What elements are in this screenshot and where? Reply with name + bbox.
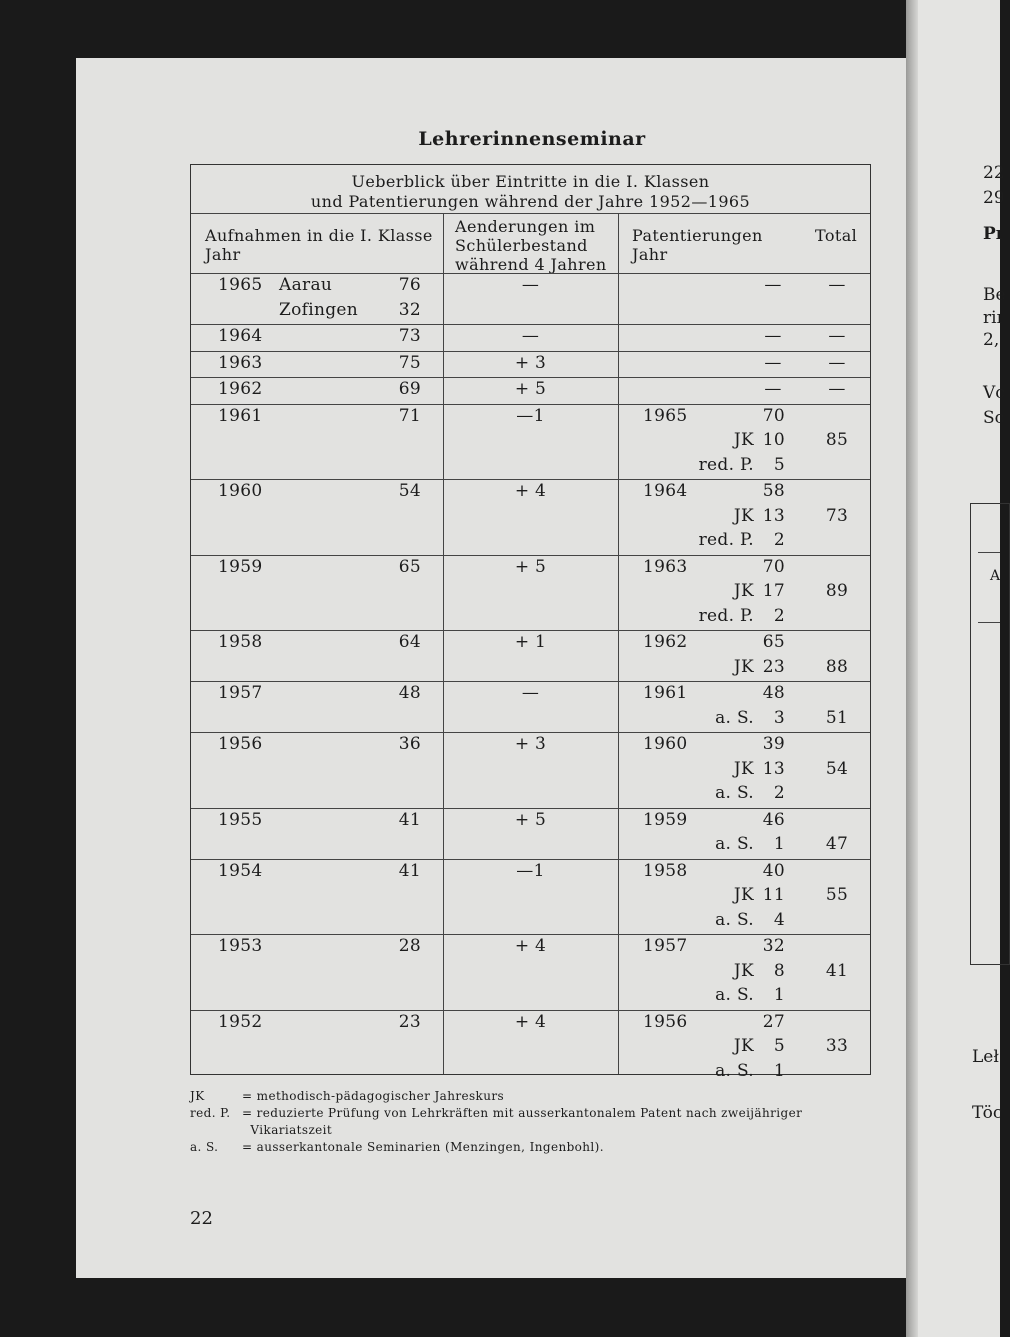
row-patent-value: 10 (762, 430, 785, 450)
header-changes (455, 217, 607, 274)
row-patent-value: 39 (762, 734, 785, 754)
row-patent-value: 17 (762, 581, 785, 601)
row-admissions: 54 (398, 481, 421, 501)
row-admissions: 36 (398, 734, 421, 754)
row-total: 47 (825, 834, 849, 854)
row-patent-value: 70 (762, 556, 785, 577)
row-patent-value: 65 (762, 632, 785, 652)
row-place: Zofingen (279, 299, 359, 320)
legend-key: a. S. (190, 1140, 219, 1154)
row-patent-value: 13 (762, 758, 785, 779)
row-change: + 4 (514, 936, 547, 956)
legend-text: Vikariatszeit (242, 1123, 333, 1137)
row-admissions: 75 (398, 352, 421, 373)
row-admissions: 65 (398, 556, 421, 577)
row-total: 33 (825, 1036, 849, 1056)
page-title: Lehrerinnenseminar (418, 128, 646, 150)
header-changes-line-3: während 4 Jahren (455, 255, 607, 274)
table-caption (191, 172, 870, 212)
row-patent-value: 70 (762, 405, 785, 426)
header-changes-line-1: Aenderungen im (455, 217, 596, 236)
row-total: 51 (825, 707, 849, 728)
legend-entry (190, 1088, 802, 1105)
row-total: 85 (825, 430, 849, 450)
row-total: — (828, 326, 846, 346)
row-patent-value: 3 (773, 707, 785, 728)
table-row (191, 934, 870, 1010)
row-year: 1964 (218, 326, 263, 346)
right-page-fragment: Leł (972, 1047, 999, 1067)
row-change: — (521, 683, 540, 703)
row-patent-value: 8 (773, 960, 785, 981)
row-patent-dash: — (764, 275, 782, 295)
row-patent-label: a. S. (715, 909, 754, 930)
row-patent-value: 1 (773, 1060, 785, 1081)
row-admissions: 41 (398, 809, 421, 830)
row-patent-value: 48 (762, 683, 785, 703)
right-page-fragment: riı (983, 308, 1003, 328)
row-total: 54 (825, 758, 849, 779)
row-year: 1956 (218, 734, 263, 754)
legend-entry (190, 1105, 802, 1122)
table-row (191, 859, 870, 935)
row-change: — (521, 275, 540, 295)
row-place: Aarau (279, 275, 333, 295)
table-row (191, 273, 870, 324)
legend-entry (190, 1139, 802, 1156)
row-year: 1960 (218, 481, 263, 501)
row-change: + 3 (514, 352, 547, 373)
row-patent-label: JK (733, 505, 754, 526)
row-total: — (828, 379, 846, 399)
row-admissions: 23 (398, 1011, 421, 1032)
right-page-fragment: Vc (983, 383, 1005, 403)
row-patent-label: a. S. (715, 707, 754, 728)
row-total: — (828, 352, 846, 373)
table-row (191, 351, 870, 378)
table-row (191, 681, 870, 732)
row-admissions: 32 (398, 299, 421, 320)
row-year: 1957 (218, 683, 263, 703)
row-patent-value: 27 (762, 1011, 785, 1032)
row-total: 55 (825, 885, 849, 905)
row-patent-year: 1963 (643, 556, 688, 577)
row-patent-label: JK (733, 758, 754, 779)
table-row (191, 324, 870, 351)
row-year: 1959 (218, 556, 263, 577)
row-patent-label: JK (733, 1036, 754, 1056)
right-page-table-line (978, 552, 1000, 553)
caption-line-2: und Patentierungen während der Jahre 1952—1965 (310, 192, 751, 211)
row-year: 1958 (218, 632, 263, 652)
table-row (191, 1010, 870, 1081)
legend-entry (190, 1122, 802, 1139)
row-year: 1953 (218, 936, 263, 956)
legend-key: red. P. (190, 1106, 231, 1120)
header-admissions (205, 226, 433, 264)
legend (190, 1088, 802, 1156)
right-page-fragment: Pı (983, 224, 1003, 244)
row-patent-label: a. S. (715, 783, 754, 803)
row-patent-label: JK (733, 960, 754, 981)
right-page-fragment: 29 (983, 188, 1005, 208)
right-page-fragment: A (990, 568, 1001, 584)
row-admissions: 69 (398, 379, 421, 399)
table-row (191, 808, 870, 859)
right-page-fragment: 22 (983, 163, 1005, 183)
row-change: + 3 (514, 734, 547, 754)
table-row (191, 630, 870, 681)
row-change: + 4 (514, 1011, 547, 1032)
row-patent-value: 13 (762, 505, 785, 526)
row-admissions: 71 (398, 405, 421, 426)
row-admissions: 64 (398, 632, 421, 652)
row-year: 1952 (218, 1011, 263, 1032)
row-patent-value: 40 (762, 860, 785, 881)
table-row (191, 404, 870, 480)
row-patent-value: 2 (773, 605, 785, 626)
row-year: 1962 (218, 379, 263, 399)
caption-divider (191, 213, 870, 214)
row-change: — (521, 326, 540, 346)
row-patent-year: 1958 (643, 860, 688, 881)
row-patent-value: 58 (762, 481, 785, 501)
row-patent-year: 1957 (643, 936, 688, 956)
row-patent-label: JK (733, 656, 754, 677)
row-patent-label: red. P. (698, 530, 754, 550)
row-patent-label: JK (733, 430, 754, 450)
header-admissions-line-1: Aufnahmen in die I. Klasse (205, 226, 433, 245)
row-patent-dash: — (764, 352, 782, 373)
row-patent-value: 5 (773, 454, 785, 475)
row-patent-value: 1 (773, 834, 785, 854)
header-patents-line-1: Patentierungen (632, 226, 763, 245)
row-total: 89 (825, 581, 849, 601)
row-change: —1 (516, 860, 545, 881)
row-year: 1965 (218, 275, 263, 295)
row-patent-year: 1959 (643, 809, 688, 830)
row-patent-value: 2 (773, 783, 785, 803)
row-change: + 5 (514, 556, 547, 577)
table-row (191, 555, 870, 631)
row-patent-label: red. P. (698, 454, 754, 475)
row-patent-year: 1962 (643, 632, 688, 652)
row-patent-value: 1 (773, 985, 785, 1005)
row-year: 1963 (218, 352, 263, 373)
row-total: 73 (825, 505, 849, 526)
header-changes-line-2: Schülerbestand (455, 236, 588, 255)
table-row (191, 479, 870, 555)
header-total: Total (815, 226, 858, 245)
row-patent-label: JK (733, 885, 754, 905)
row-patent-value: 32 (762, 936, 785, 956)
row-patent-year: 1965 (643, 405, 688, 426)
row-change: + 4 (514, 481, 547, 501)
row-change: —1 (516, 405, 545, 426)
legend-text: = ausserkantonale Seminarien (Menzingen, Ingenbohl). (242, 1140, 604, 1154)
row-total: — (828, 275, 846, 295)
row-patent-label: red. P. (698, 605, 754, 626)
row-patent-value: 5 (773, 1036, 785, 1056)
row-patent-year: 1964 (643, 481, 688, 501)
page-number: 22 (190, 1208, 213, 1229)
right-page-fragment: Sc (983, 408, 1005, 428)
right-page-fragment: Be (983, 285, 1006, 305)
row-patent-dash: — (764, 326, 782, 346)
row-patent-value: 4 (773, 909, 785, 930)
row-patent-year: 1961 (643, 683, 688, 703)
row-patent-label: JK (733, 581, 754, 601)
row-admissions: 48 (398, 683, 421, 703)
row-change: + 5 (514, 379, 547, 399)
header-patents-line-2: Jahr (632, 245, 668, 264)
row-year: 1955 (218, 809, 263, 830)
table-row (191, 377, 870, 404)
row-year: 1954 (218, 860, 263, 881)
row-patent-label: a. S. (715, 985, 754, 1005)
row-patent-value: 2 (773, 530, 785, 550)
row-patent-year: 1960 (643, 734, 688, 754)
row-patent-label: a. S. (715, 834, 754, 854)
row-change: + 5 (514, 809, 547, 830)
row-patent-value: 11 (762, 885, 785, 905)
row-patent-value: 23 (762, 656, 785, 677)
row-admissions: 28 (398, 936, 421, 956)
row-patent-label: a. S. (715, 1060, 754, 1081)
table-row (191, 732, 870, 808)
caption-line-1: Ueberblick über Eintritte in die I. Klassen (351, 172, 710, 191)
right-page-fragment: Töc (972, 1103, 1003, 1123)
row-admissions: 76 (398, 275, 421, 295)
right-page-table-line (978, 622, 1000, 623)
header-patents (632, 226, 763, 264)
right-page-fragment: 2, (983, 330, 1000, 350)
row-admissions: 73 (398, 326, 421, 346)
legend-key: JK (190, 1089, 205, 1103)
row-total: 41 (825, 960, 849, 981)
row-patent-dash: — (764, 379, 782, 399)
legend-text: = methodisch-pädagogischer Jahreskurs (242, 1089, 505, 1103)
row-patent-value: 46 (762, 809, 785, 830)
header-admissions-line-2: Jahr (205, 245, 241, 264)
legend-text: = reduzierte Prüfung von Lehrkräften mit ausserkantonalem Patent nach zweijähriger (242, 1106, 803, 1120)
row-patent-year: 1956 (643, 1011, 688, 1032)
row-change: + 1 (514, 632, 547, 652)
row-admissions: 41 (398, 860, 421, 881)
row-total: 88 (825, 656, 849, 677)
overview-table (190, 164, 871, 1081)
legend-key (190, 1122, 242, 1139)
row-year: 1961 (218, 405, 263, 426)
